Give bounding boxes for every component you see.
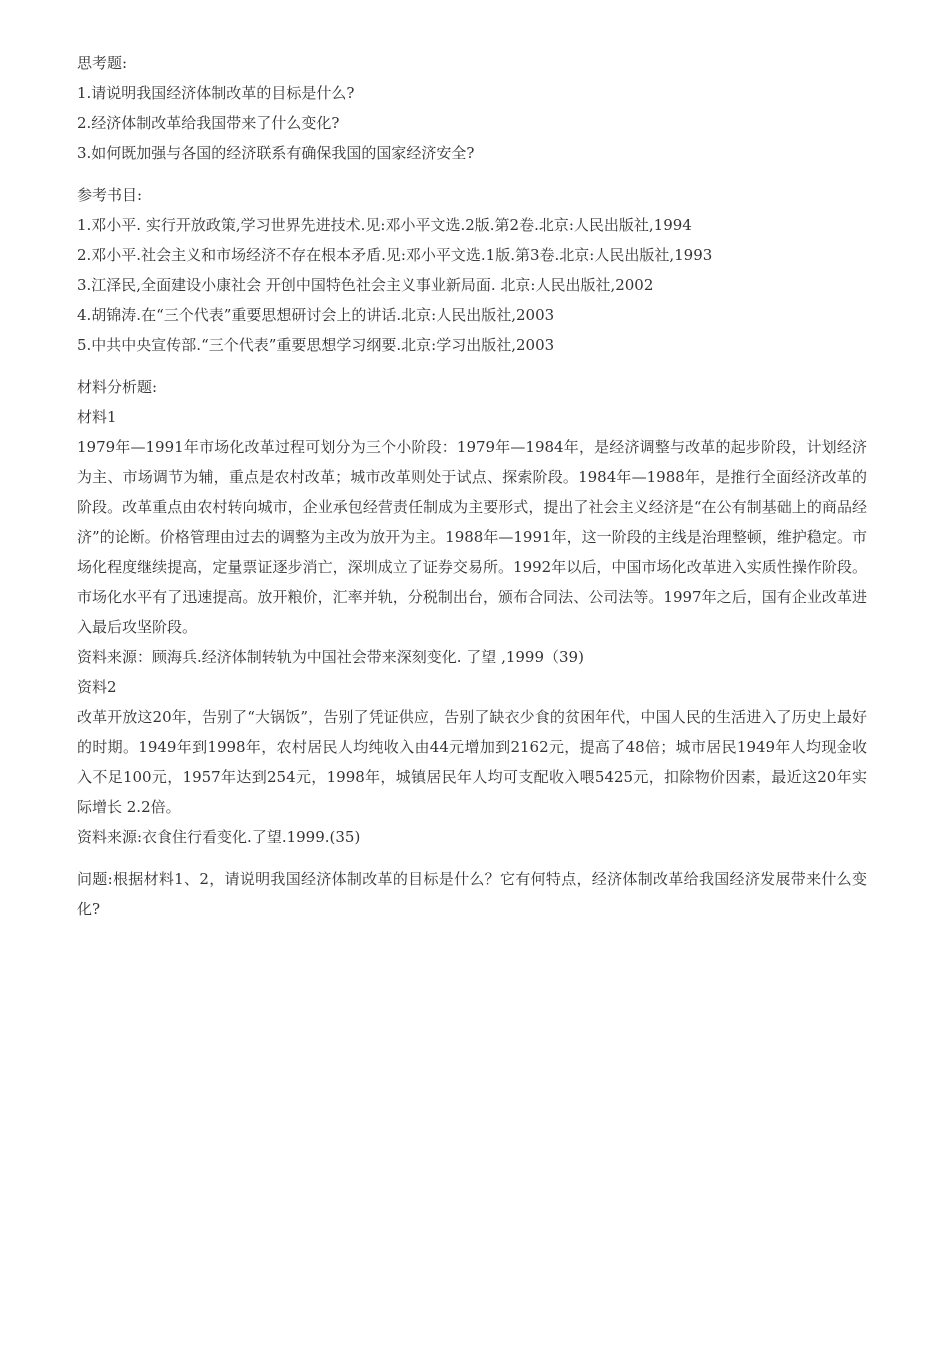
reference-item: 3.江泽民,全面建设小康社会 开创中国特色社会主义事业新局面. 北京:人民出版社,2002: [77, 276, 654, 294]
question-item: 1.请说明我国经济体制改革的目标是什么?: [77, 84, 355, 102]
reference-item: 1.邓小平. 实行开放政策,学习世界先进技术.见:邓小平文选.2版.第2卷.北京:人民出版社,1994: [77, 216, 692, 234]
material2-text: 改革开放这20年，告别了“大锅饭”，告别了凭证供应，告别了缺衣少食的贫困年代，中国人民的生活进入了历史上最好的时期。1949年到1998年，农村居民人均纯收入由44元增加到2162元，提高了48倍；城市居民1949年人均现金收入不足100元，1957年达到254元，1998年，城镇居民年人均可支配收入喂5425元，扣除物价因素，最近这20年实际增长 2.2倍。: [77, 708, 867, 816]
material2-label: 资料2: [77, 678, 117, 696]
material1-label: 材料1: [77, 408, 117, 426]
material1-source: 资料来源：顾海兵.经济体制转轨为中国社会带来深刻变化. 了望 ,1999（39): [77, 648, 584, 666]
references-section: [77, 180, 867, 360]
material2-source: 资料来源:衣食住行看变化.了望.1999.(35): [77, 828, 361, 846]
material1-text: 1979年—1991年市场化改革过程可划分为三个小阶段：1979年—1984年，是经济调整与改革的起步阶段，计划经济为主、市场调节为辅，重点是农村改革；城市改革则处于试点、探索阶段。1984年—1988年，是推行全面经济改革的阶段。改革重点由农村转向城市，企业承包经营责任制成为主要形式，提出了社会主义经济是“在公有制基础上的商品经济”的论断。价格管理由过去的调整为主改为放开为主。1988年—1991年，这一阶段的主线是治理整顿，维护稳定。市场化程度继续提高，定量票证逐步消亡，深圳成立了证券交易所。1992年以后，中国市场化改革进入实质性操作阶段。市场化水平有了迅速提高。放开粮价，汇率并轨，分税制出台，颁布合同法、公司法等。1997年之后，国有企业改革进入最后攻坚阶段。: [77, 438, 867, 636]
analysis-section: [77, 372, 867, 852]
analysis-heading: 材料分析题:: [77, 378, 158, 396]
analysis-question: 问题:根据材料1、2，请说明我国经济体制改革的目标是什么？它有何特点，经济体制改革给我国经济发展带来什么变化?: [77, 870, 867, 918]
question-item: 3.如何既加强与各国的经济联系有确保我国的国家经济安全?: [77, 144, 475, 162]
reference-item: 5.中共中央宣传部.“三个代表”重要思想学习纲要.北京:学习出版社,2003: [77, 336, 555, 354]
references-heading: 参考书目:: [77, 186, 143, 204]
reference-item: 4.胡锦涛.在“三个代表”重要思想研讨会上的讲话.北京:人民出版社,2003: [77, 306, 555, 324]
question-item: 2.经济体制改革给我国带来了什么变化?: [77, 114, 340, 132]
questions-section: [77, 48, 867, 168]
questions-heading: 思考题:: [77, 54, 128, 72]
reference-item: 2.邓小平.社会主义和市场经济不存在根本矛盾.见:邓小平文选.1版.第3卷.北京:人民出版社,1993: [77, 246, 713, 264]
document-page: [77, 48, 867, 924]
question-section: [77, 864, 867, 924]
